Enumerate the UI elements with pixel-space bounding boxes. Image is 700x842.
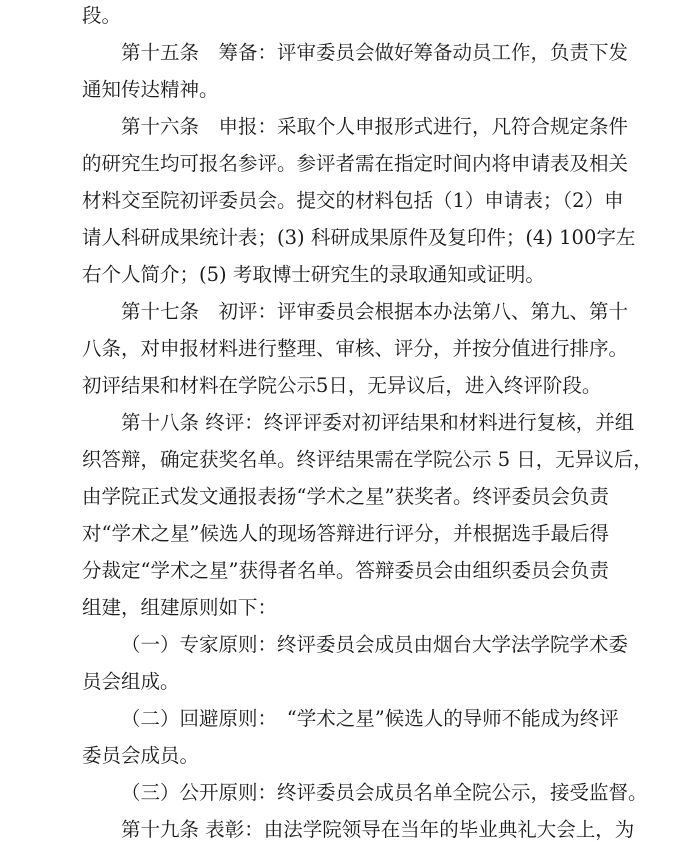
article-19-heading-line: 第十九条 表彰：由法学院领导在当年的毕业典礼大会上，为 <box>121 818 635 841</box>
text-line: 分裁定“学术之星”获得者名单。答辩委员会由组织委员会负责 <box>82 559 609 582</box>
text-line: 段。 <box>82 4 122 27</box>
text-line: 八条，对申报材料进行整理、审核、评分，并按分值进行排序。 <box>82 337 629 360</box>
text-line: 右个人简介；(5) 考取博士研究生的录取通知或证明。 <box>82 263 545 286</box>
article-16-heading-line: 第十六条 申报：采取个人申报形式进行，凡符合规定条件 <box>121 115 629 138</box>
text-line: 织答辩，确定获奖名单。终评结果需在学院公示 5 日，无异议后， <box>82 448 653 471</box>
text-line: 初评结果和材料在学院公示5日，无异议后，进入终评阶段。 <box>82 374 602 397</box>
article-17-heading-line: 第十七条 初评：评审委员会根据本办法第八、第九、第十 <box>121 300 629 323</box>
principle-2-line: （二）回避原则： “学术之星”候选人的导师不能成为终评 <box>121 707 619 730</box>
article-18-heading-line: 第十八条 终评：终评评委对初评结果和材料进行复核，并组 <box>121 411 635 434</box>
text-line: 通知传达精神。 <box>82 78 219 101</box>
text-line: 委员会成员。 <box>82 744 200 767</box>
principle-3-line: （三）公开原则：终评委员会成员名单全院公示，接受监督。 <box>121 781 648 804</box>
text-line: 员会组成。 <box>82 670 180 693</box>
text-line: 材料交至院初评委员会。提交的材料包括（1）申请表；（2）申 <box>82 189 624 212</box>
text-line: 组建，组建原则如下： <box>82 596 278 619</box>
text-line: 的研究生均可报名参评。参评者需在指定时间内将申请表及相关 <box>82 152 629 175</box>
text-line: 请人科研成果统计表；(3) 科研成果原件及复印件；(4) 100字左 <box>82 226 636 249</box>
principle-1-line: （一）专家原则：终评委员会成员由烟台大学法学院学术委 <box>121 633 629 656</box>
text-line: 由学院正式发文通报表扬“学术之星”获奖者。终评委员会负责 <box>82 485 609 508</box>
article-15-heading-line: 第十五条 筹备：评审委员会做好筹备动员工作，负责下发 <box>121 41 629 64</box>
text-line: 对“学术之星”候选人的现场答辩进行评分，并根据选手最后得 <box>82 522 609 545</box>
